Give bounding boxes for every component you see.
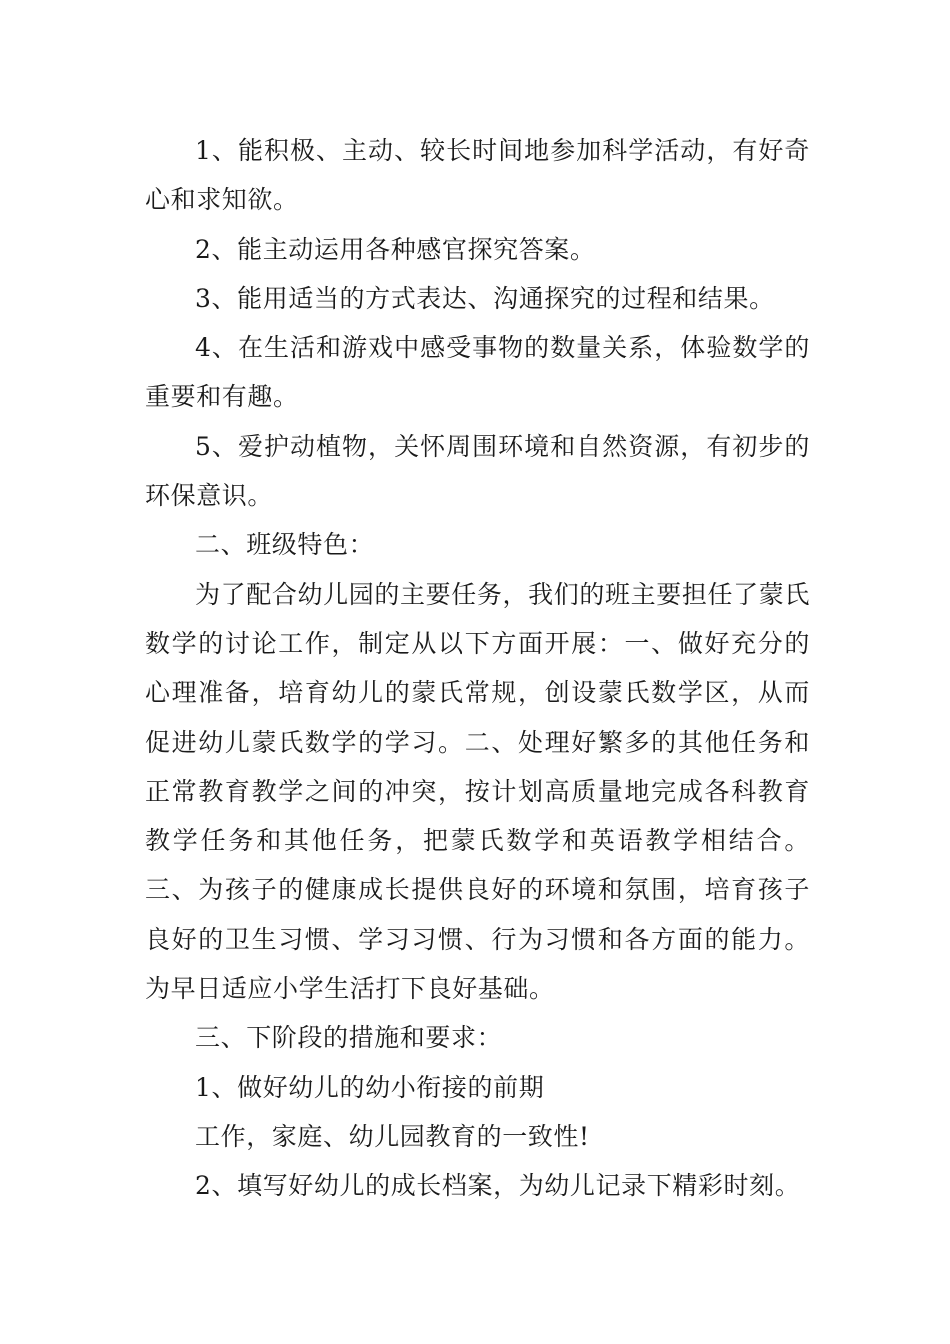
goal-item-1: 1、能积极、主动、较长时间地参加科学活动，有好奇心和求知欲。 (145, 136, 810, 215)
document-body (145, 126, 810, 1211)
measure-item-1: 1、做好幼儿的幼小衔接的前期 (195, 1072, 545, 1102)
goal-item-2: 2、能主动运用各种感官探究答案。 (195, 234, 596, 264)
measure-item-2: 2、填写好幼儿的成长档案，为幼儿记录下精彩时刻。 (195, 1171, 801, 1201)
goal-item-4: 4、在生活和游戏中感受事物的数量关系，体验数学的重要和有趣。 (145, 333, 810, 412)
goal-item-3: 3、能用适当的方式表达、沟通探究的过程和结果。 (195, 283, 775, 313)
section-heading-next-measures: 三、下阶段的措施和要求： (195, 1023, 503, 1053)
section-heading-class-features: 二、班级特色： (195, 530, 375, 560)
measure-item-1-continued: 工作，家庭、幼儿园教育的一致性! (195, 1121, 590, 1151)
goal-item-5: 5、爱护动植物，关怀周围环境和自然资源，有初步的环保意识。 (145, 431, 810, 511)
class-features-paragraph: 为了配合幼儿园的主要任务，我们的班主要担任了蒙氏数学的讨论工作，制定从以下方面开展：一、做好充分的心理准备，培育幼儿的蒙氏常规，创设蒙氏数学区，从而促进幼儿蒙氏数学的学习。二、处理好繁多的其他任务和正常教育教学之间的冲突，按计划高质量地完成各科教育教学任务和其他任务，把蒙氏数学和英语教学相结合。三、为孩子的健康成长提供良好的环境和氛围，培育孩子良好的卫生习惯、学习习惯、行为习惯和各方面的能力。为早日适应小学生活打下良好基础。 (145, 579, 810, 1004)
